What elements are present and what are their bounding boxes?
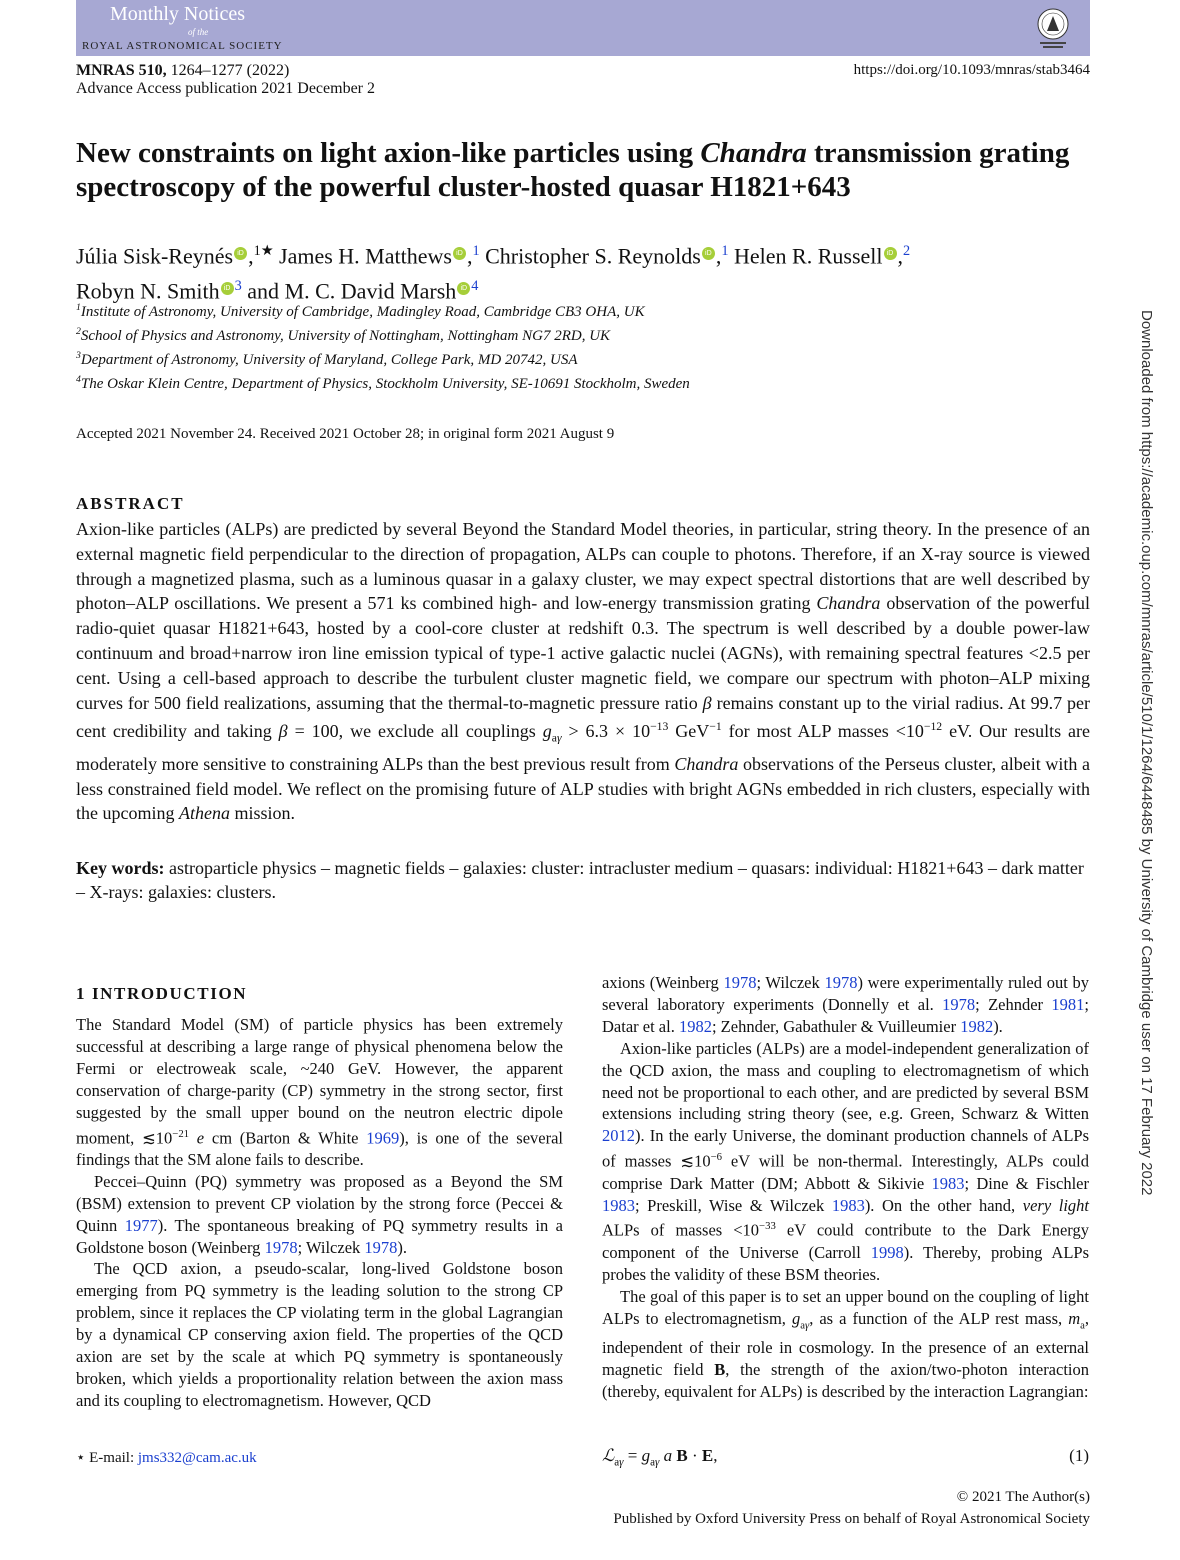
orcid-icon[interactable]: iD	[457, 282, 470, 295]
journal-name: Monthly Notices	[110, 3, 245, 25]
column-right	[602, 972, 1089, 1403]
doi-link[interactable]: https://doi.org/10.1093/mnras/stab3464	[853, 62, 1090, 78]
paragraph: axions (Weinberg 1978; Wilczek 1978) were experimentally ruled out by several laboratory experiments (Donnelly et al. 1978; Zehnder 1981; Datar et al. 1982; Zehnder, Gabathuler & Vuilleumier 1982).	[602, 973, 1090, 1036]
email-link[interactable]: jms332@cam.ac.uk	[137, 1450, 257, 1466]
abstract-heading: ABSTRACT	[76, 494, 185, 513]
advance-access-line: Advance Access publication 2021 December 2	[76, 80, 376, 97]
copyright: © 2021 The Author(s) Published by Oxford University Press on behalf of Royal Astronomical Society	[613, 1489, 1090, 1527]
author-name: Júlia Sisk-Reynés	[76, 243, 234, 269]
orcid-icon[interactable]: iD	[221, 282, 234, 295]
keywords: Key words: astroparticle physics – magnetic fields – galaxies: cluster: intracluster medium – quasars: individual: H1821+643 – dark matter – X-rays: galaxies: clusters.	[76, 858, 1084, 902]
journal-name-of: of the	[188, 27, 209, 37]
paragraph: The goal of this paper is to set an upper bound on the coupling of light ALPs to electromagnetism, $g_{a\gamma}$, as a function of the ALP rest mass, $m_a$, independent of their role in cosmology. In the presence of an external magnetic field B, the strength of the axion/two-photon interaction (thereby, equivalent for ALPs) is described by the interaction Lagrangian:	[602, 1286, 1090, 1401]
download-watermark: Downloaded from https://academic.oup.com/mnras/article/510/1/1264/6448485 by University of Cambridge user on 17 February 2022	[1138, 310, 1155, 1196]
ras-seal-icon	[1030, 4, 1076, 50]
journal-society: ROYAL ASTRONOMICAL SOCIETY	[82, 40, 283, 52]
journal-banner	[76, 0, 1090, 56]
abstract-text: Axion-like particles (ALPs) are predicted by several Beyond the Standard Model theories, in particular, string theory. In the presence of an external magnetic field perpendicular to the direction of propagation, ALPs can couple to photons. Therefore, if an X-ray source is viewed through a magnetized plasma, such as a luminous quasar in a galaxy cluster, we may expect spectral distortions that are well described by photon–ALP oscillations. We present a 571 ks combined high- and low-energy transmission grating Chandra observation of the powerful radio-quiet quasar H1821+643, hosted by a cool-core cluster at redshift 0.3. The spectrum is well described by a double power-law continuum and broad+narrow iron line emission typical of type-1 active galactic nuclei (AGNs), with remaining spectral features <2.5 per cent. Using a cell-based approach to describe the turbulent cluster magnetic field, we compare our spectrum with photon–ALP mixing curves for 500 field realizations, assuming that the thermal-to-magnetic pressure ratio β remains constant up to the virial radius. At 99.7 per cent credibility and taking β = 100, we exclude all couplings $g_{a\gamma} > 6.3 \times 10^{-13}$ GeV$^{-1}$ for most ALP masses $<10^{-12}$ eV. Our results are moderately more sensitive to constraining ALPs than the best previous result from Chandra observations of the Perseus cluster, albeit with a less constrained field model. We reflect on the promising future of ALP studies with bright AGNs embedded in rich clusters, especially with the upcoming Athena mission.	[76, 519, 1090, 824]
orcid-icon[interactable]: iD	[453, 247, 466, 260]
paper-title: New constraints on light axion-like particles using Chandra transmission grating spectroscopy of the powerful cluster-hosted quasar H1821+643	[76, 137, 1070, 203]
author-name: Robyn N. Smith	[76, 278, 220, 304]
equation: ℒ$_{a\gamma}$ = $g_{a\gamma}$ a B · E, (1)	[602, 1446, 1089, 1469]
affiliation: $^2$School of Physics and Astronomy, University of Nottingham, Nottingham NG7 2RD, UK	[76, 326, 611, 344]
paragraph: The QCD axion, a pseudo-scalar, long-lived Goldstone boson emerging from PQ symmetry is the leading solution to the strong CP problem, since it replaces the CP violating term in the global Lagrangian by a dynamical CP conserving axion field. The properties of the QCD axion are set by the scale at which PQ symmetry is spontaneously broken, which yields a proportionality relation between the axion mass and its coupling to electromagnetism. However, QCD	[76, 1259, 563, 1410]
paragraph: Peccei–Quinn (PQ) symmetry was proposed as a Beyond the SM (BSM) extension to prevent CP violation by the strong force (Peccei & Quinn 1977). The spontaneous breaking of PQ symmetry results in a Goldstone boson (Weinberg 1978; Wilczek 1978).	[76, 1171, 564, 1257]
affiliation: $^3$Department of Astronomy, University of Maryland, College Park, MD 20742, USA	[76, 350, 578, 368]
footnote: ⋆ E-mail: jms332@cam.ac.uk	[76, 1450, 257, 1466]
submission-dates: Accepted 2021 November 24. Received 2021 October 28; in original form 2021 August 9	[76, 426, 615, 442]
author-name: Christopher S. Reynolds	[485, 243, 701, 269]
orcid-icon[interactable]: iD	[702, 247, 715, 260]
affiliation: $^4$The Oskar Klein Centre, Department of Physics, Stockholm University, SE-10691 Stockholm, Sweden	[76, 374, 690, 392]
author-name: James H. Matthews	[279, 243, 452, 269]
author-name: Helen R. Russell	[734, 243, 883, 269]
citation-line: MNRAS 510, 1264–1277 (2022)	[76, 62, 290, 79]
section-heading: 1 INTRODUCTION	[76, 984, 248, 1003]
equation-number: (1)	[1069, 1446, 1089, 1465]
paragraph: The Standard Model (SM) of particle physics has been extremely successful at describing a large range of physical phenomena below the Fermi or electroweak scale, ~240 GeV. However, the apparent conservation of charge-parity (CP) symmetry in the strong sector, first suggested by the small upper bound on the neutron electric dipole moment, $≲10^{-21}$ e cm (Barton & White 1969), is one of the several findings that the SM alone fails to describe.	[76, 1015, 564, 1169]
orcid-icon[interactable]: iD	[884, 247, 897, 260]
affiliation: $^1$Institute of Astronomy, University of Cambridge, Madingley Road, Cambridge CB3 OHA, UK	[76, 302, 645, 320]
orcid-icon[interactable]: iD	[234, 247, 247, 260]
column-left	[76, 1014, 563, 1412]
author-list: Júlia Sisk-Reynés iD ,$^{1★}$ James H. Matthews iD ,$^1$ Christopher S. Reynolds iD ,$^1$ Helen R. Russell iD ,$^2$ Robyn N. Smith iD $^3$ and M. C. David Marsh iD $^4$	[76, 243, 911, 304]
affiliations	[76, 298, 1090, 394]
author-name: M. C. David Marsh	[284, 278, 457, 304]
paragraph: Axion-like particles (ALPs) are a model-independent generalization of the QCD axion, the mass and coupling to electromagnetism of which need not be proportional to each other, and are predicted by several BSM extensions including string theory (see, e.g. Green, Schwarz & Witten 2012). In the early Universe, the dominant production channels of ALPs of masses $≲10^{-6}$ eV will be non-thermal. Interestingly, ALPs could comprise Dark Matter (DM; Abbott & Sikivie 1983; Dine & Fischler 1983; Preskill, Wise & Wilczek 1983). On the other hand, very light ALPs of masses $<10^{-33}$ eV could contribute to the Dark Energy component of the Universe (Carroll 1998). Thereby, probing ALPs probes the validity of these BSM theories.	[602, 1038, 1089, 1284]
